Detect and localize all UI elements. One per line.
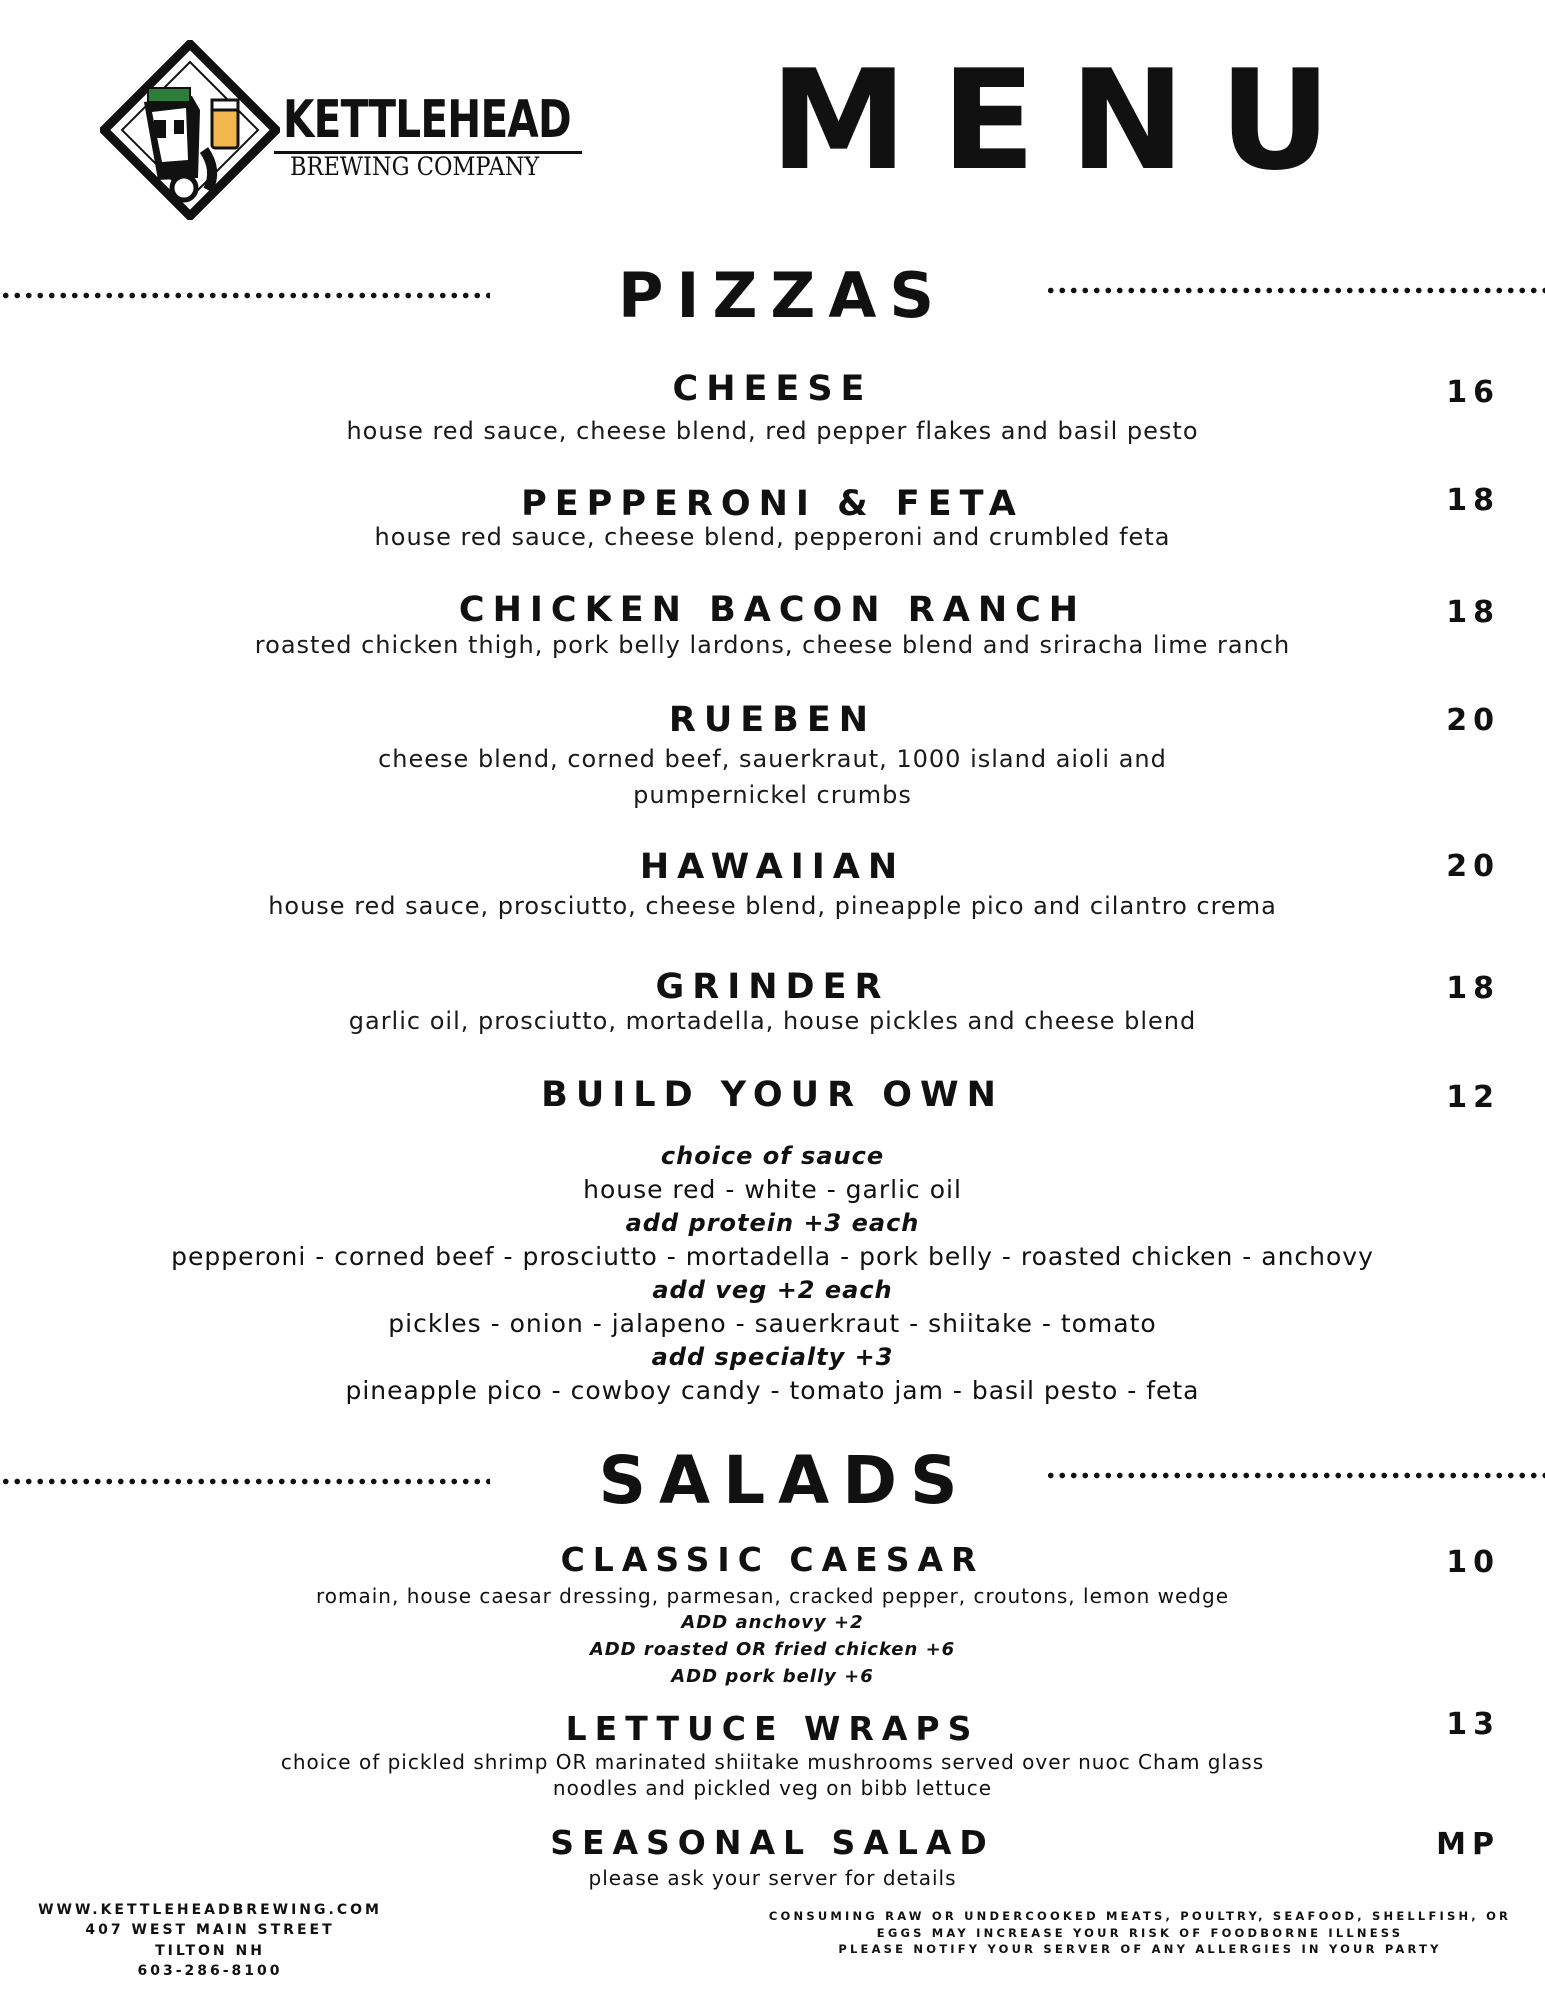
- menu-item-addon: ADD pork belly +6: [671, 1666, 874, 1687]
- street-address: 407 WEST MAIN STREET: [85, 1922, 335, 1939]
- menu-item-price: 18: [1446, 971, 1500, 1006]
- option-list: pepperoni - corned beef - prosciutto - mortadella - pork belly - roasted chicken - anchovy: [171, 1242, 1374, 1271]
- menu-item-name: LETTUCE WRAPS: [565, 1709, 980, 1748]
- menu-item-price: 20: [1446, 849, 1500, 884]
- city-state: TILTON NH: [155, 1942, 265, 1959]
- menu-item-name: BUILD YOUR OWN: [541, 1075, 1004, 1115]
- page-title: MENU: [770, 40, 1366, 201]
- option-heading: add veg +2 each: [652, 1276, 893, 1304]
- menu-item-addon: ADD anchovy +2: [681, 1612, 864, 1633]
- menu-item-addon: ADD roasted OR fried chicken +6: [589, 1639, 956, 1660]
- menu-item-name: SEASONAL SALAD: [550, 1823, 995, 1862]
- menu-item-price: 12: [1446, 1080, 1500, 1115]
- menu-item-name: GRINDER: [655, 967, 890, 1007]
- menu-item-description: garlic oil, prosciutto, mortadella, house pickles and cheese blend: [348, 1007, 1197, 1035]
- menu-item-description: house red sauce, prosciutto, cheese blend, pineapple pico and cilantro crema: [268, 892, 1277, 920]
- menu-item-name: CHICKEN BACON RANCH: [458, 590, 1087, 630]
- menu-item-name: HAWAIIAN: [639, 847, 906, 887]
- menu-item-price: 20: [1446, 703, 1500, 738]
- menu-item-description: roasted chicken thigh, pork belly lardons, cheese blend and sriracha lime ranch: [254, 631, 1291, 659]
- menu-item-price: 18: [1446, 483, 1500, 518]
- brand-logo: [100, 40, 600, 220]
- brand-name: KETTLEHEAD: [283, 90, 571, 150]
- notice-line: CONSUMING RAW OR UNDERCOOKED MEATS, POULTRY, SEAFOOD, SHELLFISH, OR: [768, 1909, 1512, 1923]
- option-list: house red - white - garlic oil: [583, 1175, 962, 1204]
- menu-item-price: 16: [1446, 375, 1500, 410]
- menu-item-price: 10: [1446, 1545, 1500, 1580]
- menu-item-name: PEPPERONI & FETA: [521, 484, 1024, 524]
- menu-item-description: romain, house caesar dressing, parmesan, cracked pepper, croutons, lemon wedge: [315, 1584, 1229, 1608]
- option-list: pineapple pico - cowboy candy - tomato jam - basil pesto - feta: [345, 1376, 1200, 1405]
- option-heading: add protein +3 each: [625, 1209, 920, 1237]
- brand-subtitle: BREWING COMPANY: [290, 152, 540, 181]
- menu-item-description: cheese blend, corned beef, sauerkraut, 1000 island aioli and: [378, 745, 1167, 773]
- menu-item-price: 18: [1446, 595, 1500, 630]
- menu-item-description: noodles and pickled veg on bibb lettuce: [552, 1776, 993, 1800]
- phone-number: 603-286-8100: [137, 1962, 283, 1979]
- menu-item-price: 13: [1446, 1707, 1500, 1742]
- menu-item-description: house red sauce, cheese blend, red pepper flakes and basil pesto: [346, 417, 1199, 445]
- option-heading: add specialty +3: [651, 1343, 894, 1371]
- menu-item-description: house red sauce, cheese blend, pepperoni and crumbled feta: [374, 523, 1171, 551]
- option-heading: choice of sauce: [660, 1142, 885, 1170]
- kettle-character-icon: [100, 40, 280, 220]
- section-title-salads: SALADS: [598, 1442, 971, 1519]
- menu-item-description: pumpernickel crumbs: [633, 781, 912, 809]
- option-list: pickles - onion - jalapeno - sauerkraut - shiitake - tomato: [388, 1309, 1157, 1338]
- notice-line: PLEASE NOTIFY YOUR SERVER OF ANY ALLERGIES IN YOUR PARTY: [838, 1942, 1442, 1957]
- website-link[interactable]: WWW.KETTLEHEADBREWING.COM: [38, 1902, 382, 1918]
- menu-item-description: please ask your server for details: [588, 1866, 957, 1890]
- menu-item-price: MP: [1436, 1827, 1500, 1862]
- menu-item-name: RUEBEN: [668, 700, 877, 740]
- food-safety-notice: [760, 1908, 1520, 1958]
- notice-line: EGGS MAY INCREASE YOUR RISK OF FOODBORNE ILLNESS: [876, 1925, 1404, 1940]
- menu-item-name: CHEESE: [672, 369, 873, 409]
- menu-item-name: CLASSIC CAESAR: [560, 1540, 985, 1579]
- section-title-pizzas: PIZZAS: [617, 259, 948, 332]
- menu-item-description: choice of pickled shrimp OR marinated shiitake mushrooms served over nuoc Cham glass: [280, 1750, 1265, 1774]
- contact-info: [30, 1900, 390, 1981]
